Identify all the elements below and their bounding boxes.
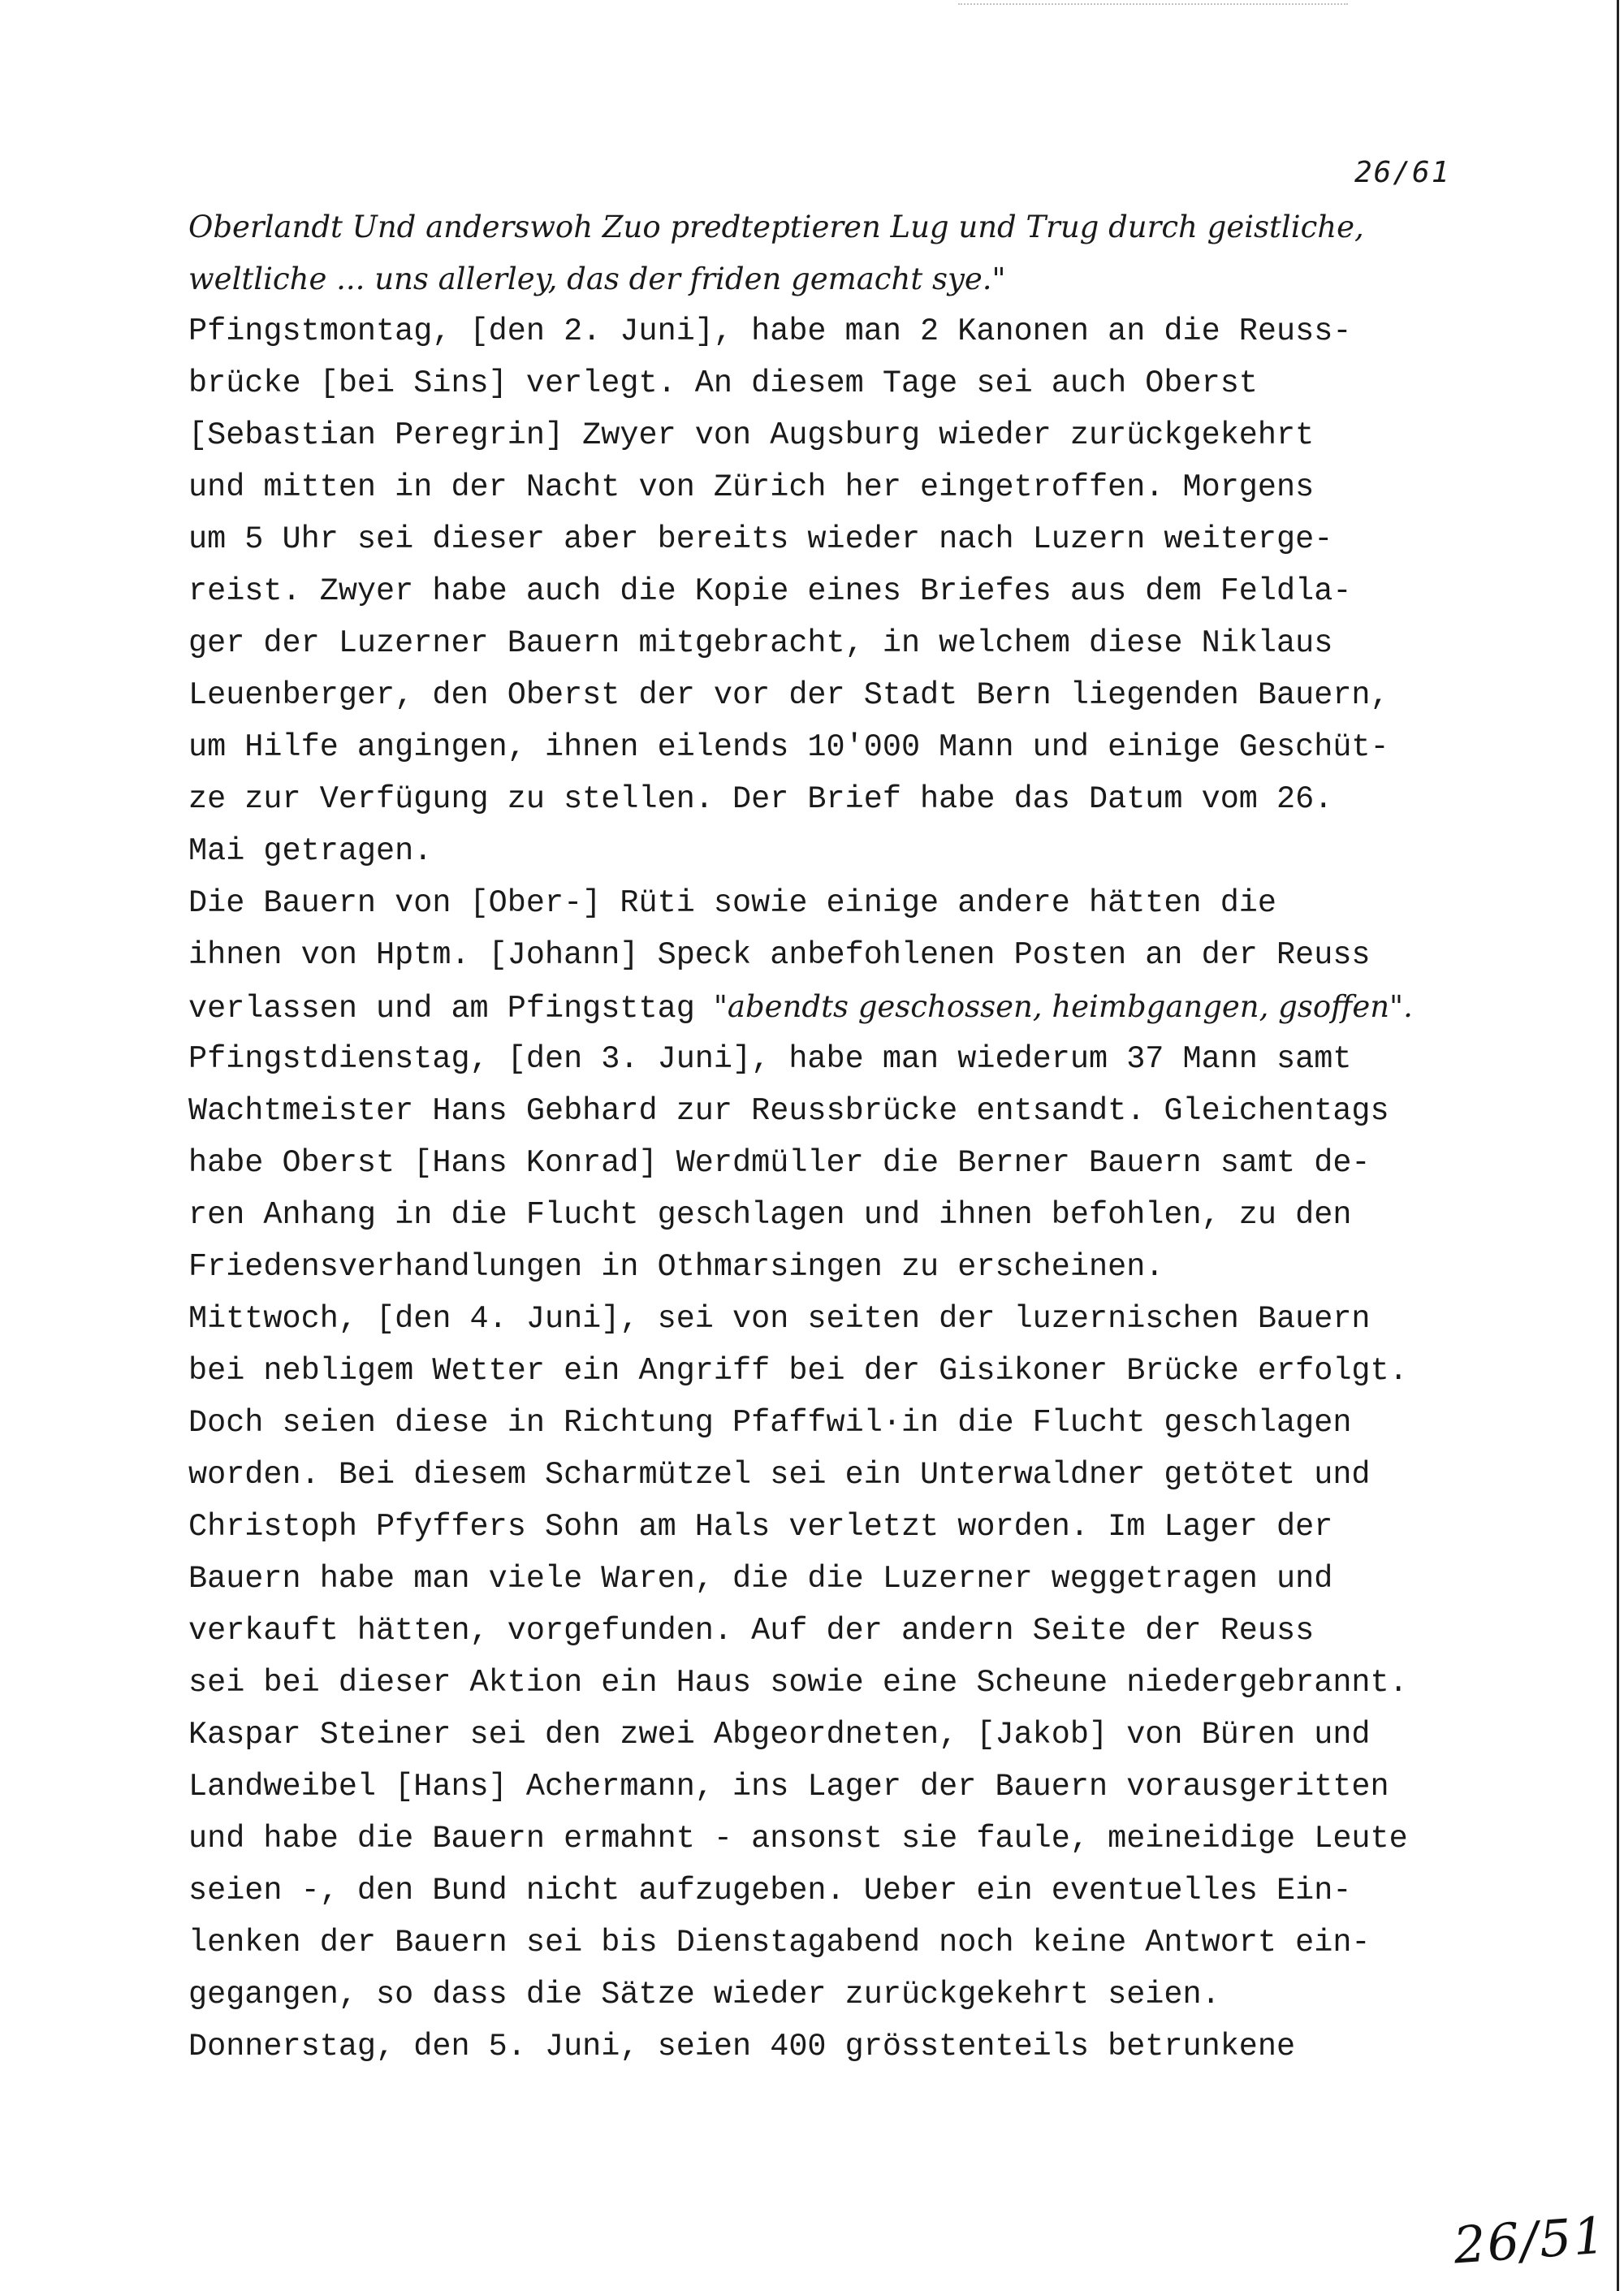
line-text: gegangen, so dass die Sätze wieder zurückgekehrt seien. bbox=[188, 1977, 1220, 2012]
text-line bbox=[188, 357, 1504, 409]
line-text: verlassen und am Pfingsttag bbox=[188, 991, 714, 1027]
text-line bbox=[188, 565, 1504, 617]
text-line bbox=[188, 929, 1504, 981]
handwritten-folio-number: 26/51 bbox=[1451, 2205, 1609, 2276]
text-line bbox=[188, 1085, 1504, 1137]
line-text: ze zur Verfügung zu stellen. Der Brief habe das Datum vom 26. bbox=[188, 781, 1333, 817]
line-text: verkauft hätten, vorgefunden. Auf der andern Seite der Reuss bbox=[188, 1613, 1315, 1649]
text-line bbox=[188, 1241, 1504, 1293]
line-text: habe Oberst [Hans Konrad] Werdmüller die Berner Bauern samt de- bbox=[188, 1145, 1371, 1181]
line-text: Kaspar Steiner sei den zwei Abgeordneten, [Jakob] von Büren und bbox=[188, 1717, 1371, 1753]
text-line bbox=[188, 1345, 1504, 1397]
line-text: sei bei dieser Aktion ein Haus sowie eine Scheune niedergebrannt. bbox=[188, 1665, 1408, 1701]
body-text bbox=[188, 201, 1504, 2073]
text-line bbox=[188, 877, 1504, 929]
text-line bbox=[188, 1137, 1504, 1189]
page-number: 26/61 bbox=[1354, 156, 1451, 189]
line-text: Friedensverhandlungen in Othmarsingen zu erscheinen. bbox=[188, 1249, 1164, 1285]
line-text: um Hilfe angingen, ihnen eilends 10'000 Mann und einige Geschüt- bbox=[188, 729, 1389, 765]
text-line bbox=[188, 1553, 1504, 1605]
line-text: Landweibel [Hans] Achermann, ins Lager der Bauern vorausgeritten bbox=[188, 1769, 1389, 1805]
text-line bbox=[188, 1917, 1504, 1969]
quoted-source-text: weltliche ... uns allerley, das der friden gemacht sye." bbox=[188, 262, 1006, 296]
text-line bbox=[188, 1501, 1504, 1553]
line-text: Bauern habe man viele Waren, die die Luzerner weggetragen und bbox=[188, 1561, 1333, 1597]
line-text: Mai getragen. bbox=[188, 833, 433, 869]
text-line bbox=[188, 461, 1504, 513]
line-text: Wachtmeister Hans Gebhard zur Reussbrücke entsandt. Gleichentags bbox=[188, 1093, 1389, 1129]
scan-artifact bbox=[958, 3, 1348, 13]
line-text: um 5 Uhr sei dieser aber bereits wieder nach Luzern weiterge- bbox=[188, 521, 1333, 557]
text-line bbox=[188, 721, 1504, 773]
text-line bbox=[188, 1813, 1504, 1865]
line-text: Pfingstdienstag, [den 3. Juni], habe man wiederum 37 Mann samt bbox=[188, 1041, 1352, 1077]
line-text: Donnerstag, den 5. Juni, seien 400 grösstenteils betrunkene bbox=[188, 2029, 1296, 2064]
line-text: Die Bauern von [Ober-] Rüti sowie einige andere hätten die bbox=[188, 885, 1277, 921]
text-line bbox=[188, 201, 1504, 253]
quoted-source-text: "abendts geschossen, heimbgangen, gsoffen". bbox=[713, 989, 1413, 1024]
text-line bbox=[188, 1969, 1504, 2021]
line-text: ger der Luzerner Bauern mitgebracht, in welchem diese Niklaus bbox=[188, 625, 1333, 661]
text-line bbox=[188, 1605, 1504, 1657]
text-line bbox=[188, 1709, 1504, 1761]
line-text: Mittwoch, [den 4. Juni], sei von seiten der luzernischen Bauern bbox=[188, 1301, 1371, 1337]
text-line bbox=[188, 825, 1504, 877]
line-text: bei nebligem Wetter ein Angriff bei der Gisikoner Brücke erfolgt. bbox=[188, 1353, 1408, 1389]
text-line bbox=[188, 981, 1504, 1033]
line-text: Christoph Pfyffers Sohn am Hals verletzt worden. Im Lager der bbox=[188, 1509, 1333, 1545]
text-line bbox=[188, 1449, 1504, 1501]
line-text: seien -, den Bund nicht aufzugeben. Ueber ein eventuelles Ein- bbox=[188, 1873, 1352, 1908]
line-text: Doch seien diese in Richtung Pfaffwil·in die Flucht geschlagen bbox=[188, 1405, 1352, 1441]
text-line bbox=[188, 2021, 1504, 2073]
text-line bbox=[188, 773, 1504, 825]
text-line bbox=[188, 513, 1504, 565]
line-text: Pfingstmontag, [den 2. Juni], habe man 2 Kanonen an die Reuss- bbox=[188, 313, 1352, 349]
text-line bbox=[188, 409, 1504, 461]
text-line bbox=[188, 1397, 1504, 1449]
text-line bbox=[188, 669, 1504, 721]
scan-edge bbox=[1617, 0, 1619, 2291]
line-text: und habe die Bauern ermahnt - ansonst sie faule, meineidige Leute bbox=[188, 1821, 1408, 1857]
text-line bbox=[188, 1293, 1504, 1345]
text-line bbox=[188, 1865, 1504, 1917]
text-line bbox=[188, 617, 1504, 669]
line-text: [Sebastian Peregrin] Zwyer von Augsburg wieder zurückgekehrt bbox=[188, 417, 1315, 453]
line-text: und mitten in der Nacht von Zürich her eingetroffen. Morgens bbox=[188, 469, 1315, 505]
line-text: ihnen von Hptm. [Johann] Speck anbefohlenen Posten an der Reuss bbox=[188, 937, 1371, 973]
text-line bbox=[188, 253, 1504, 305]
line-text: lenken der Bauern sei bis Dienstagabend noch keine Antwort ein- bbox=[188, 1925, 1371, 1960]
text-line bbox=[188, 1033, 1504, 1085]
line-text: reist. Zwyer habe auch die Kopie eines Briefes aus dem Feldla- bbox=[188, 573, 1352, 609]
text-line bbox=[188, 305, 1504, 357]
line-text: ren Anhang in die Flucht geschlagen und ihnen befohlen, zu den bbox=[188, 1197, 1352, 1233]
line-text: Leuenberger, den Oberst der vor der Stadt Bern liegenden Bauern, bbox=[188, 677, 1389, 713]
text-line bbox=[188, 1189, 1504, 1241]
quoted-source-text: Oberlandt Und anderswoh Zuo predteptieren Lug und Trug durch geistliche, bbox=[188, 210, 1364, 244]
text-line bbox=[188, 1657, 1504, 1709]
text-line bbox=[188, 1761, 1504, 1813]
line-text: worden. Bei diesem Scharmützel sei ein Unterwaldner getötet und bbox=[188, 1457, 1371, 1493]
line-text: brücke [bei Sins] verlegt. An diesem Tage sei auch Oberst bbox=[188, 365, 1258, 401]
